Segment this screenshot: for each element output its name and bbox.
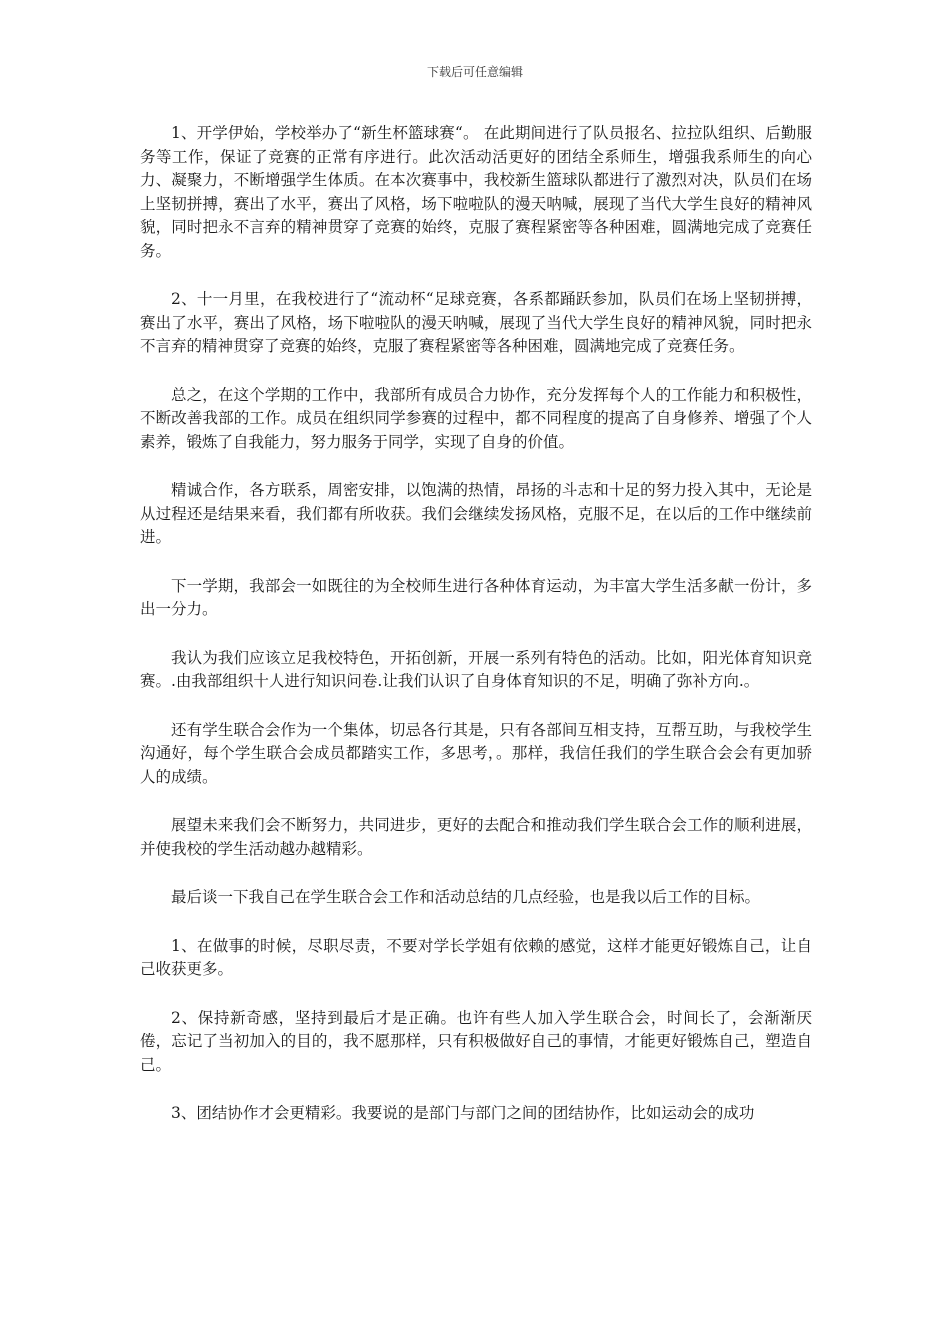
- paragraph-9: 最后谈一下我自己在学生联合会工作和活动总结的几点经验，也是我以后工作的目标。: [171, 888, 761, 906]
- paragraph-5: 下一学期，我部会一如既往的为全校师生进行各种体育运动，为丰富大学生活多献一份计，多出一分力。: [140, 576, 812, 618]
- paragraph-10: 1、在做事的时候，尽职尽责，不要对学长学姐有依赖的感觉，这样才能更好锻炼自己，让自己收获更多。: [140, 936, 812, 978]
- paragraph-6: 我认为我们应该立足我校特色，开拓创新，开展一系列有特色的活动。比如，阳光体育知识竞赛。.由我部组织十人进行知识问卷.让我们认识了自身体育知识的不足，明确了弥补方向.。: [140, 648, 812, 690]
- paragraph-8: 展望未来我们会不断努力，共同进步，更好的去配合和推动我们学生联合会工作的顺利进展，并使我校的学生活动越办越精彩。: [140, 816, 812, 858]
- paragraph-4: 精诚合作，各方联系，周密安排，以饱满的热情，昂扬的斗志和十足的努力投入其中，无论是从过程还是结果来看，我们都有所收获。我们会继续发扬风格，克服不足，在以后的工作中继续前进。: [140, 481, 812, 546]
- paragraph-3: 总之，在这个学期的工作中，我部所有成员合力协作，充分发挥每个人的工作能力和积极性，不断改善我部的工作。成员在组织同学参赛的过程中，都不同程度的提高了自身修养、增强了个人素养，锻炼了自我能力，努力服务于同学，实现了自身的价值。: [140, 385, 812, 451]
- paragraph-7: 还有学生联合会作为一个集体，切忌各行其是，只有各部间互相支持，互帮互助，与我校学生沟通好，每个学生联合会成员都踏实工作，多思考，。那样，我信任我们的学生联合会会有更加骄人的成绩。: [140, 720, 812, 786]
- document-body: [140, 122, 812, 1151]
- paragraph-1: 1、开学伊始，学校举办了“新生杯篮球赛“。 在此期间进行了队员报名、拉拉队组织、后勤服务等工作，保证了竞赛的正常有序进行。此次活动活更好的团结全系师生，增强我系师生的向心力、凝聚力，不断增强学生体质。在本次赛事中，我校新生篮球队都进行了激烈对决，队员们在场上坚韧拼搏，赛出了水平，赛出了风格，场下啦啦队的漫天呐喊，展现了当代大学生良好的精神风貌，同时把永不言弃的精神贯穿了竞赛的始终，克服了赛程紧密等各种困难，圆满地完成了竞赛任务。: [140, 124, 812, 260]
- paragraph-12: 3、团结协作才会更精彩。我要说的是部门与部门之间的团结协作，比如运动会的成功: [171, 1104, 755, 1122]
- paragraph-11: 2、保持新奇感，坚持到最后才是正确。也许有些人加入学生联合会，时间长了，会渐渐厌倦，忘记了当初加入的目的，我不愿那样，只有积极做好自己的事情，才能更好锻炼自己，塑造自己。: [140, 1008, 812, 1074]
- paragraph-2: 2、十一月里，在我校进行了“流动杯“足球竞赛，各系都踊跃参加，队员们在场上坚韧拼搏，赛出了水平，赛出了风格，场下啦啦队的漫天呐喊，展现了当代大学生良好的精神风貌，同时把永不言弃的精神贯穿了竞赛的始终，克服了赛程紧密等各种困难，圆满地完成了竞赛任务。: [140, 290, 812, 355]
- page-header: 下载后可任意编辑: [426, 65, 523, 79]
